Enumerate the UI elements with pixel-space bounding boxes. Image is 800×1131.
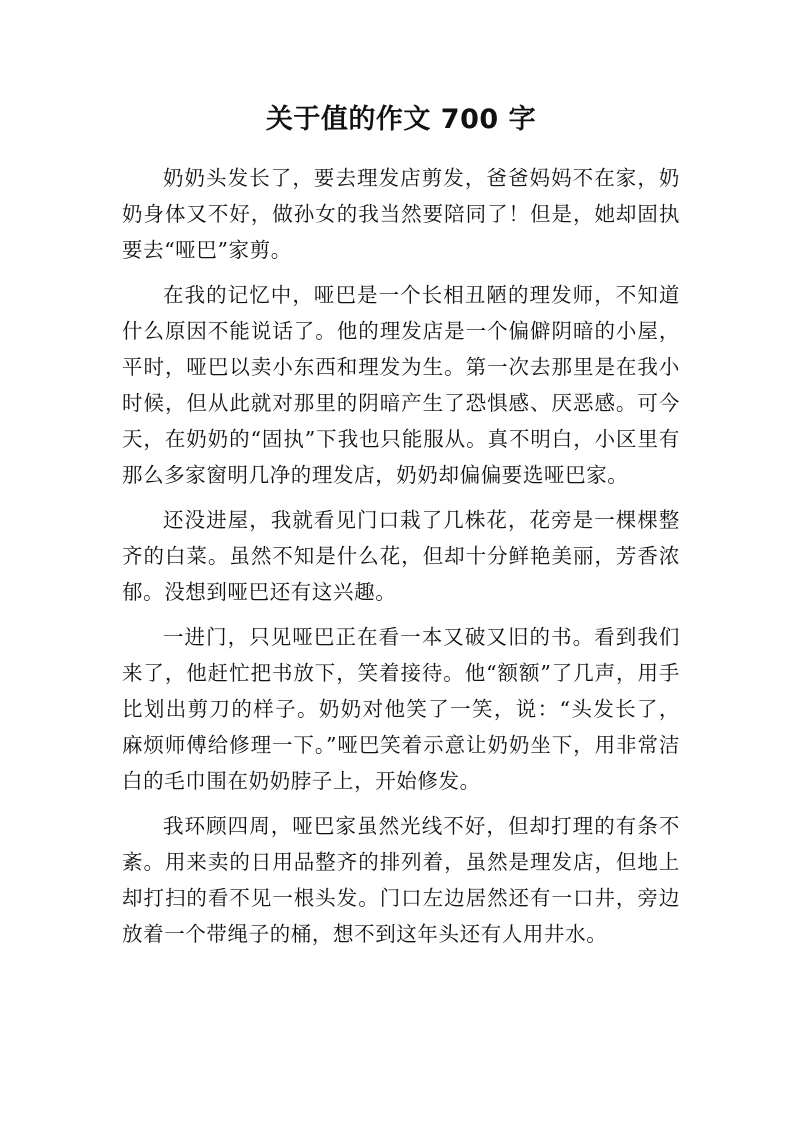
- document-body: [122, 160, 680, 952]
- paragraph: 一进门，只见哑巴正在看一本又破又旧的书。看到我们来了，他赶忙把书放下，笑着接待。他“额额”了几声，用手比划出剪刀的样子。奶奶对他笑了一笑，说：“头发长了，麻烦师傅给修理一下。”哑巴笑着示意让奶奶坐下，用非常洁白的毛巾围在奶奶脖子上，开始修发。: [122, 625, 680, 793]
- paragraph: 我环顾四周，哑巴家虽然光线不好，但却打理的有条不紊。用来卖的日用品整齐的排列着，虽然是理发店，但地上却打扫的看不见一根头发。门口左边居然还有一口井，旁边放着一个带绳子的桶，想不到这年头还有人用井水。: [122, 814, 680, 946]
- paragraph: 在我的记忆中，哑巴是一个长相丑陋的理发师，不知道什么原因不能说话了。他的理发店是一个偏僻阴暗的小屋，平时，哑巴以卖小东西和理发为生。第一次去那里是在我小时候，但从此就对那里的阴暗产生了恐惧感、厌恶感。可今天，在奶奶的“固执”下我也只能服从。真不明白，小区里有那么多家窗明几净的理发店，奶奶却偏偏要选哑巴家。: [122, 283, 680, 487]
- paragraph: 还没进屋，我就看见门口栽了几株花，花旁是一棵棵整齐的白菜。虽然不知是什么花，但却十分鲜艳美丽，芳香浓郁。没想到哑巴还有这兴趣。: [122, 508, 680, 604]
- document-title: 关于值的作文 700 字: [265, 104, 537, 135]
- paragraph: 奶奶头发长了，要去理发店剪发，爸爸妈妈不在家，奶奶身体又不好，做孙女的我当然要陪同了！但是，她却固执要去“哑巴”家剪。: [122, 166, 680, 262]
